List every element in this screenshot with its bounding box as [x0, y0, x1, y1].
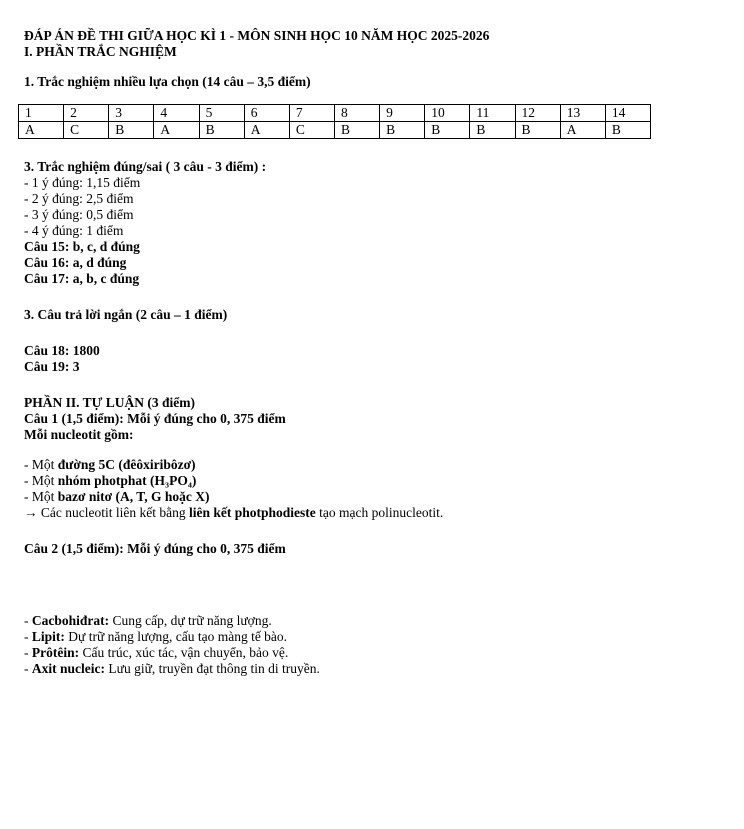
question-number-cell: 10: [425, 105, 470, 122]
scoring-rule: - 4 ý đúng: 1 điểm: [24, 223, 124, 238]
short-answer-heading: 3. Câu trả lời ngắn (2 câu – 1 điểm): [24, 307, 228, 322]
scoring-rule: - 2 ý đúng: 2,5 điểm: [24, 191, 134, 206]
answer-cell: B: [470, 122, 515, 139]
question-number-cell: 6: [244, 105, 289, 122]
item-prefix: -: [24, 645, 32, 660]
item-term: Axit nucleic:: [31, 661, 105, 676]
scoring-rule: - 3 ý đúng: 0,5 điểm: [24, 207, 134, 222]
multiple-choice-heading: 1. Trắc nghiệm nhiều lựa chọn (14 câu – 3,5 điểm): [24, 74, 311, 89]
biomolecule-role: [24, 629, 724, 645]
question-number-cell: 5: [199, 105, 244, 122]
essay-question-2-heading: Câu 2 (1,5 điểm): Mỗi ý đúng cho 0, 375 điểm: [24, 541, 286, 556]
item-prefix: - Một: [24, 457, 58, 472]
question-number-cell: 11: [470, 105, 515, 122]
essay-section-heading: PHẦN II. TỰ LUẬN (3 điểm): [24, 395, 195, 410]
answer-cell: C: [64, 122, 109, 139]
item-term: Prôtêin:: [31, 645, 80, 660]
true-false-answer: Câu 16: a, d đúng: [24, 255, 127, 270]
nucleotide-component: [24, 473, 724, 489]
biomolecule-role: [24, 645, 724, 661]
item-prefix: → Các nucleotit liên kết bằng: [24, 505, 189, 520]
answer-cell: B: [109, 122, 154, 139]
answer-cell: A: [154, 122, 199, 139]
true-false-answer: Câu 15: b, c, d đúng: [24, 239, 140, 254]
item-term: nhóm photphat (H₃PO₄): [57, 473, 197, 488]
question-number-cell: 2: [64, 105, 109, 122]
question-number-cell: 3: [109, 105, 154, 122]
question-number-cell: 1: [19, 105, 64, 122]
question-number-cell: 9: [380, 105, 425, 122]
answer-cell: A: [560, 122, 605, 139]
item-prefix: -: [24, 661, 32, 676]
item-term: Lipit:: [31, 629, 65, 644]
answer-cell: B: [605, 122, 650, 139]
item-prefix: -: [24, 613, 32, 628]
answer-cell: B: [515, 122, 560, 139]
nucleotide-component: [24, 457, 724, 473]
question-number-cell: 13: [560, 105, 605, 122]
question-number-cell: 12: [515, 105, 560, 122]
item-prefix: -: [24, 629, 32, 644]
section-1-heading: I. PHẦN TRẮC NGHIỆM: [24, 44, 177, 59]
answer-table-number-row: [19, 105, 651, 122]
item-suffix: Lưu giữ, truyền đạt thông tin di truyền.: [105, 661, 320, 676]
question-number-cell: 14: [605, 105, 650, 122]
item-suffix: Cung cấp, dự trữ năng lượng.: [109, 613, 272, 628]
question-number-cell: 8: [334, 105, 379, 122]
item-prefix: - Một: [24, 473, 58, 488]
item-term: đường 5C (đêôxiribôzơ): [57, 457, 196, 472]
answer-cell: B: [334, 122, 379, 139]
true-false-answer: Câu 17: a, b, c đúng: [24, 271, 140, 286]
answer-table: [18, 104, 651, 139]
scoring-rule: - 1 ý đúng: 1,15 điểm: [24, 175, 141, 190]
question-number-cell: 4: [154, 105, 199, 122]
question-number-cell: 7: [289, 105, 334, 122]
answer-table-answer-row: [19, 122, 651, 139]
biomolecule-role: [24, 661, 724, 677]
item-suffix: Dự trữ năng lượng, cấu tạo màng tế bào.: [64, 629, 288, 644]
essay-question-1-heading: Câu 1 (1,5 điểm): Mỗi ý đúng cho 0, 375 điểm: [24, 411, 286, 426]
item-suffix: tạo mạch polinucleotit.: [315, 505, 444, 520]
answer-cell: B: [199, 122, 244, 139]
short-answer: Câu 18: 1800: [24, 343, 100, 358]
true-false-heading: 3. Trắc nghiệm đúng/sai ( 3 câu - 3 điểm) :: [24, 159, 267, 174]
document-title: ĐÁP ÁN ĐỀ THI GIỮA HỌC KÌ 1 - MÔN SINH HỌC 10 NĂM HỌC 2025-2026: [24, 28, 490, 43]
answer-cell: C: [289, 122, 334, 139]
answer-cell: B: [380, 122, 425, 139]
item-term: bazơ nitơ (A, T, G hoặc X): [57, 489, 210, 504]
item-prefix: - Một: [24, 489, 58, 504]
answer-key-document: [24, 28, 724, 677]
nucleotide-component: [24, 489, 724, 505]
nucleotide-components-label: Mỗi nucleotit gồm:: [24, 427, 134, 442]
answer-cell: A: [244, 122, 289, 139]
item-suffix: Cấu trúc, xúc tác, vận chuyển, bảo vệ.: [79, 645, 289, 660]
item-term: liên kết photphodieste: [188, 505, 316, 520]
answer-cell: A: [19, 122, 64, 139]
short-answer: Câu 19: 3: [24, 359, 80, 374]
biomolecule-role: [24, 613, 724, 629]
nucleotide-linkage-note: [24, 505, 724, 521]
item-term: Cacbohiđrat:: [31, 613, 110, 628]
answer-cell: B: [425, 122, 470, 139]
